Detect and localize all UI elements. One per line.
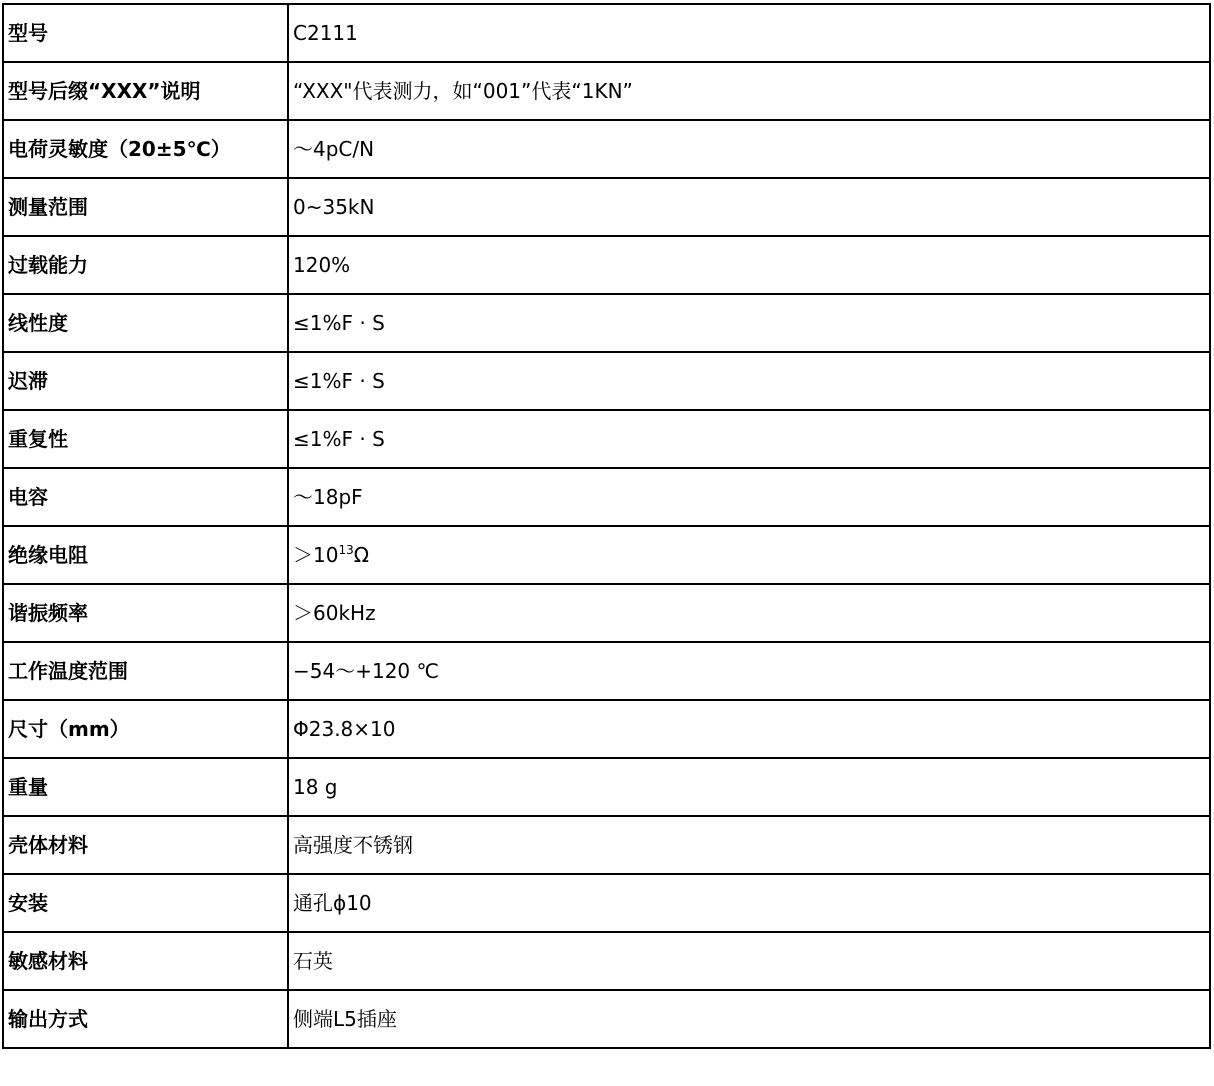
row-label: 壳体材料	[3, 816, 288, 874]
row-label: 线性度	[3, 294, 288, 352]
row-label: 型号	[3, 4, 288, 62]
row-value: Φ23.8×10	[288, 700, 1210, 758]
table-row	[3, 700, 1210, 758]
table-row	[3, 352, 1210, 410]
row-value: ＞60kHz	[288, 584, 1210, 642]
row-value: 120%	[288, 236, 1210, 294]
row-label: 电荷灵敏度（20±5℃）	[3, 120, 288, 178]
row-label: 安装	[3, 874, 288, 932]
spec-table	[2, 3, 1211, 1049]
row-label: 敏感材料	[3, 932, 288, 990]
table-row	[3, 642, 1210, 700]
table-row	[3, 758, 1210, 816]
insulation-value: ＞10	[293, 543, 339, 567]
row-label: 谐振频率	[3, 584, 288, 642]
row-label: 迟滞	[3, 352, 288, 410]
row-label: 尺寸（mm）	[3, 700, 288, 758]
row-value: ≤1%F · S	[288, 352, 1210, 410]
table-row	[3, 410, 1210, 468]
row-value: C2111	[288, 4, 1210, 62]
row-value: ≤1%F · S	[288, 294, 1210, 352]
table-row	[3, 874, 1210, 932]
row-label: 型号后缀“XXX”说明	[3, 62, 288, 120]
row-value: 通孔ϕ10	[288, 874, 1210, 932]
row-label: 工作温度范围	[3, 642, 288, 700]
row-value: 高强度不锈钢	[288, 816, 1210, 874]
row-value: ～4pC/N	[288, 120, 1210, 178]
row-label: 重量	[3, 758, 288, 816]
table-row	[3, 468, 1210, 526]
table-row	[3, 120, 1210, 178]
table-row	[3, 236, 1210, 294]
row-value: ≤1%F · S	[288, 410, 1210, 468]
row-label: 绝缘电阻	[3, 526, 288, 584]
row-value: 18 g	[288, 758, 1210, 816]
table-row	[3, 4, 1210, 62]
row-label: 输出方式	[3, 990, 288, 1048]
table-row	[3, 584, 1210, 642]
insulation-unit: Ω	[353, 543, 370, 567]
row-value: “XXX"代表测力，如“001”代表“1KN”	[288, 62, 1210, 120]
spec-table-body	[3, 4, 1210, 1048]
row-value	[288, 526, 1210, 584]
row-value: ～18pF	[288, 468, 1210, 526]
table-row	[3, 816, 1210, 874]
row-label: 电容	[3, 468, 288, 526]
row-value: 0~35kN	[288, 178, 1210, 236]
table-row	[3, 526, 1210, 584]
table-row	[3, 294, 1210, 352]
table-row	[3, 990, 1210, 1048]
table-row	[3, 62, 1210, 120]
row-value: 石英	[288, 932, 1210, 990]
table-row	[3, 932, 1210, 990]
row-value: −54～+120 ℃	[288, 642, 1210, 700]
row-label: 重复性	[3, 410, 288, 468]
insulation-exponent: 13	[338, 543, 354, 557]
row-value: 侧端L5插座	[288, 990, 1210, 1048]
table-row	[3, 178, 1210, 236]
row-label: 测量范围	[3, 178, 288, 236]
row-label: 过载能力	[3, 236, 288, 294]
